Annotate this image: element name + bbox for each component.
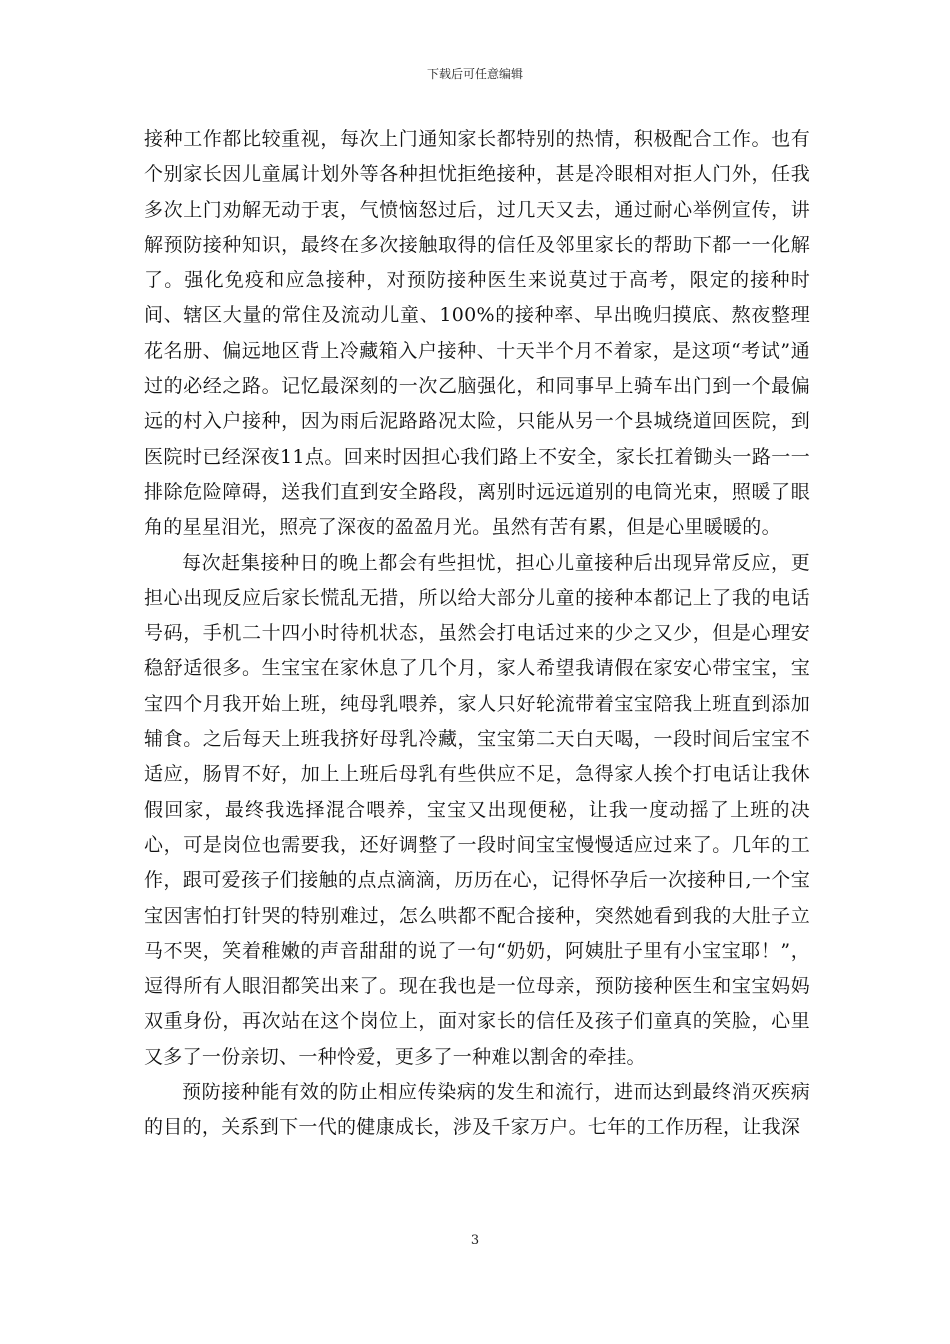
paragraph-1: 接种工作都比较重视，每次上门通知家长都特别的热情，积极配合工作。也有个别家长因儿童属计划外等各种担忧拒绝接种，甚是冷眼相对拒人门外，任我多次上门劝解无动于衷，气愤恼怒过后，过几天又去，通过耐心举例宣传，讲解预防接种知识，最终在多次接触取得的信任及邻里家长的帮助下都一一化解了。强化免疫和应急接种，对预防接种医生来说莫过于高考，限定的接种时间、辖区大量的常住及流动儿童、100%的接种率、早出晚归摸底、熬夜整理花名册、偏远地区背上冷藏箱入户接种、十天半个月不着家，是这项“考试”通过的必经之路。记忆最深刻的一次乙脑强化，和同事早上骑车出门到一个最偏远的村入户接种，因为雨后泥路路况太险，只能从另一个县城绕道回医院，到医院时已经深夜11点。回来时因担心我们路上不安全，家长扛着锄头一路一一排除危险障碍，送我们直到安全路段，离别时远远道别的电筒光束，照暖了眼角的星星泪光，照亮了深夜的盈盈月光。虽然有苦有累，但是心里暖暖的。 (144, 128, 810, 539)
page-number: 3 (470, 1233, 480, 1248)
paragraph-3: 预防接种能有效的防止相应传染病的发生和流行，进而达到最终消灭疾病的目的，关系到下一代的健康成长，涉及千家万户。七年的工作历程，让我深 (144, 1081, 810, 1139)
paragraph-2: 每次赶集接种日的晚上都会有些担忧，担心儿童接种后出现异常反应，更担心出现反应后家长慌乱无措，所以给大部分儿童的接种本都记上了我的电话号码，手机二十四小时待机状态，虽然会打电话过来的少之又少，但是心理安稳舒适很多。生宝宝在家休息了几个月，家人希望我请假在家安心带宝宝，宝宝四个月我开始上班，纯母乳喂养，家人只好轮流带着宝宝陪我上班直到添加辅食。之后每天上班我挤好母乳冷藏，宝宝第二天白天喝，一段时间后宝宝不适应，肠胃不好，加上上班后母乳有些供应不足，急得家人挨个打电话让我休假回家，最终我选择混合喂养，宝宝又出现便秘，让我一度动摇了上班的决心，可是岗位也需要我，还好调整了一段时间宝宝慢慢适应过来了。几年的工作，跟可爱孩子们接触的点点滴滴，历历在心，记得怀孕后一次接种日,一个宝宝因害怕打针哭的特别难过，怎么哄都不配合接种，突然她看到我的大肚子立马不哭，笑着稚嫩的声音甜甜的说了一句“奶奶，阿姨肚子里有小宝宝耶！”，逗得所有人眼泪都笑出来了。现在我也是一位母亲，预防接种医生和宝宝妈妈双重身份，再次站在这个岗位上，面对家长的信任及孩子们童真的笑脸，心里又多了一份亲切、一种怜爱，更多了一种难以割舍的牵挂。 (144, 551, 810, 1068)
page-header: 下载后可任意编辑 (426, 67, 523, 81)
document-body (144, 122, 810, 1146)
